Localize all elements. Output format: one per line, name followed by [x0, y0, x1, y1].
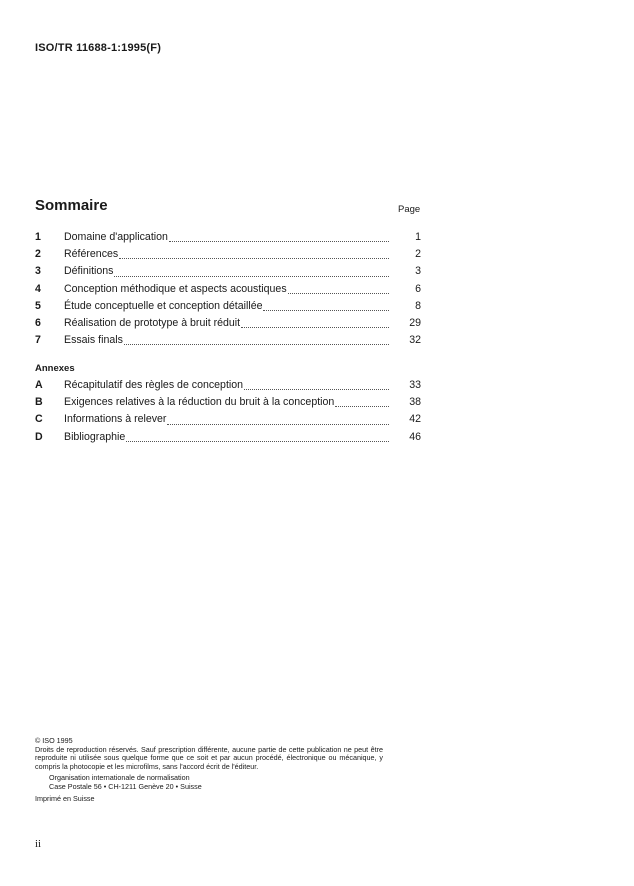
annex-entry-title: Bibliographie — [64, 430, 126, 443]
dot-leader — [119, 258, 389, 259]
toc-entry-title: Réalisation de prototype à bruit réduit — [64, 316, 241, 329]
dot-leader — [241, 327, 389, 328]
toc-entry-number: 6 — [35, 316, 41, 329]
toc-entry[interactable] — [35, 263, 421, 280]
annexes-heading: Annexes — [35, 363, 75, 374]
page-column-label: Page — [398, 204, 421, 215]
dot-leader — [169, 241, 389, 242]
page-number: ii — [35, 838, 42, 850]
dot-leader — [124, 344, 389, 345]
dot-leader — [335, 406, 389, 407]
organization-name: Organisation internationale de normalisation — [49, 773, 190, 783]
copyright-block — [35, 737, 383, 803]
toc-entry-title: Essais finals — [64, 334, 123, 347]
toc-entry-title: Conception méthodique et aspects acoustiques — [64, 282, 287, 295]
toc-entry-number: 3 — [35, 265, 41, 278]
annex-entry-title: Exigences relatives à la réduction du bruit à la conception — [64, 396, 335, 409]
toc-entry-number: 4 — [35, 282, 41, 295]
toc-entry-number: 2 — [35, 248, 41, 261]
toc-entry-page: 8 — [415, 299, 421, 312]
toc-entry[interactable] — [35, 229, 421, 246]
dot-leader — [288, 293, 389, 294]
annex-entry-letter: D — [35, 430, 43, 443]
toc-entry-title: Domaine d'application — [64, 231, 168, 243]
document-id: ISO/TR 11688-1:1995(F) — [35, 42, 162, 54]
annex-entry-letter: A — [35, 379, 43, 391]
toc-list — [35, 229, 421, 349]
toc-entry-number: 7 — [35, 334, 41, 347]
dot-leader — [126, 441, 389, 442]
annex-entry-letter: B — [35, 396, 43, 409]
annex-entry[interactable] — [35, 411, 421, 428]
dot-leader — [244, 389, 389, 390]
toc-entry[interactable] — [35, 298, 421, 315]
toc-entry-title: Étude conceptuelle et conception détaillée — [64, 299, 263, 312]
toc-entry-page: 6 — [415, 282, 421, 295]
printed-in: Imprimé en Suisse — [35, 793, 95, 803]
annex-entry-page: 42 — [409, 413, 421, 426]
toc-entry-title: Définitions — [64, 265, 114, 278]
rights-notice: Droits de reproduction réservés. Sauf prescription différente, aucune partie de cette publication ne peut être reproduite ni utilisée sous quelque forme que ce soit et par aucun procédé, électronique ou mécanique, y compris la photocopie et les microfilms, sans l'accord écrit de l'éditeur. — [35, 744, 383, 771]
dot-leader — [263, 310, 389, 311]
annex-entry-letter: C — [35, 413, 43, 426]
toc-entry[interactable] — [35, 332, 421, 349]
annex-list — [35, 377, 421, 446]
toc-title: Sommaire — [35, 197, 108, 214]
annex-entry-title: Informations à relever — [64, 413, 167, 426]
toc-entry[interactable] — [35, 246, 421, 263]
toc-entry-number: 1 — [35, 231, 41, 243]
toc-entry-number: 5 — [35, 299, 41, 312]
toc-entry-title: Références — [64, 248, 119, 261]
annex-entry-title: Récapitulatif des règles de conception — [64, 379, 244, 391]
annex-entry-page: 46 — [409, 430, 421, 443]
dot-leader — [167, 424, 389, 425]
toc-entry-page: 32 — [409, 334, 421, 347]
toc-entry-page: 2 — [415, 248, 421, 261]
annex-entry[interactable] — [35, 429, 421, 446]
annex-entry-page: 38 — [409, 396, 421, 409]
toc-entry[interactable] — [35, 281, 421, 298]
annex-entry-page: 33 — [409, 379, 421, 391]
annex-entry[interactable] — [35, 377, 421, 394]
toc-entry-page: 3 — [415, 265, 421, 278]
toc-entry[interactable] — [35, 315, 421, 332]
toc-entry-page: 1 — [415, 231, 421, 243]
dot-leader — [114, 276, 389, 277]
copyright-line: © ISO 1995 — [35, 736, 73, 745]
annex-entry[interactable] — [35, 394, 421, 411]
toc-entry-page: 29 — [409, 316, 421, 329]
postal-address: Case Postale 56 • CH-1211 Genève 20 • Suisse — [49, 781, 202, 791]
